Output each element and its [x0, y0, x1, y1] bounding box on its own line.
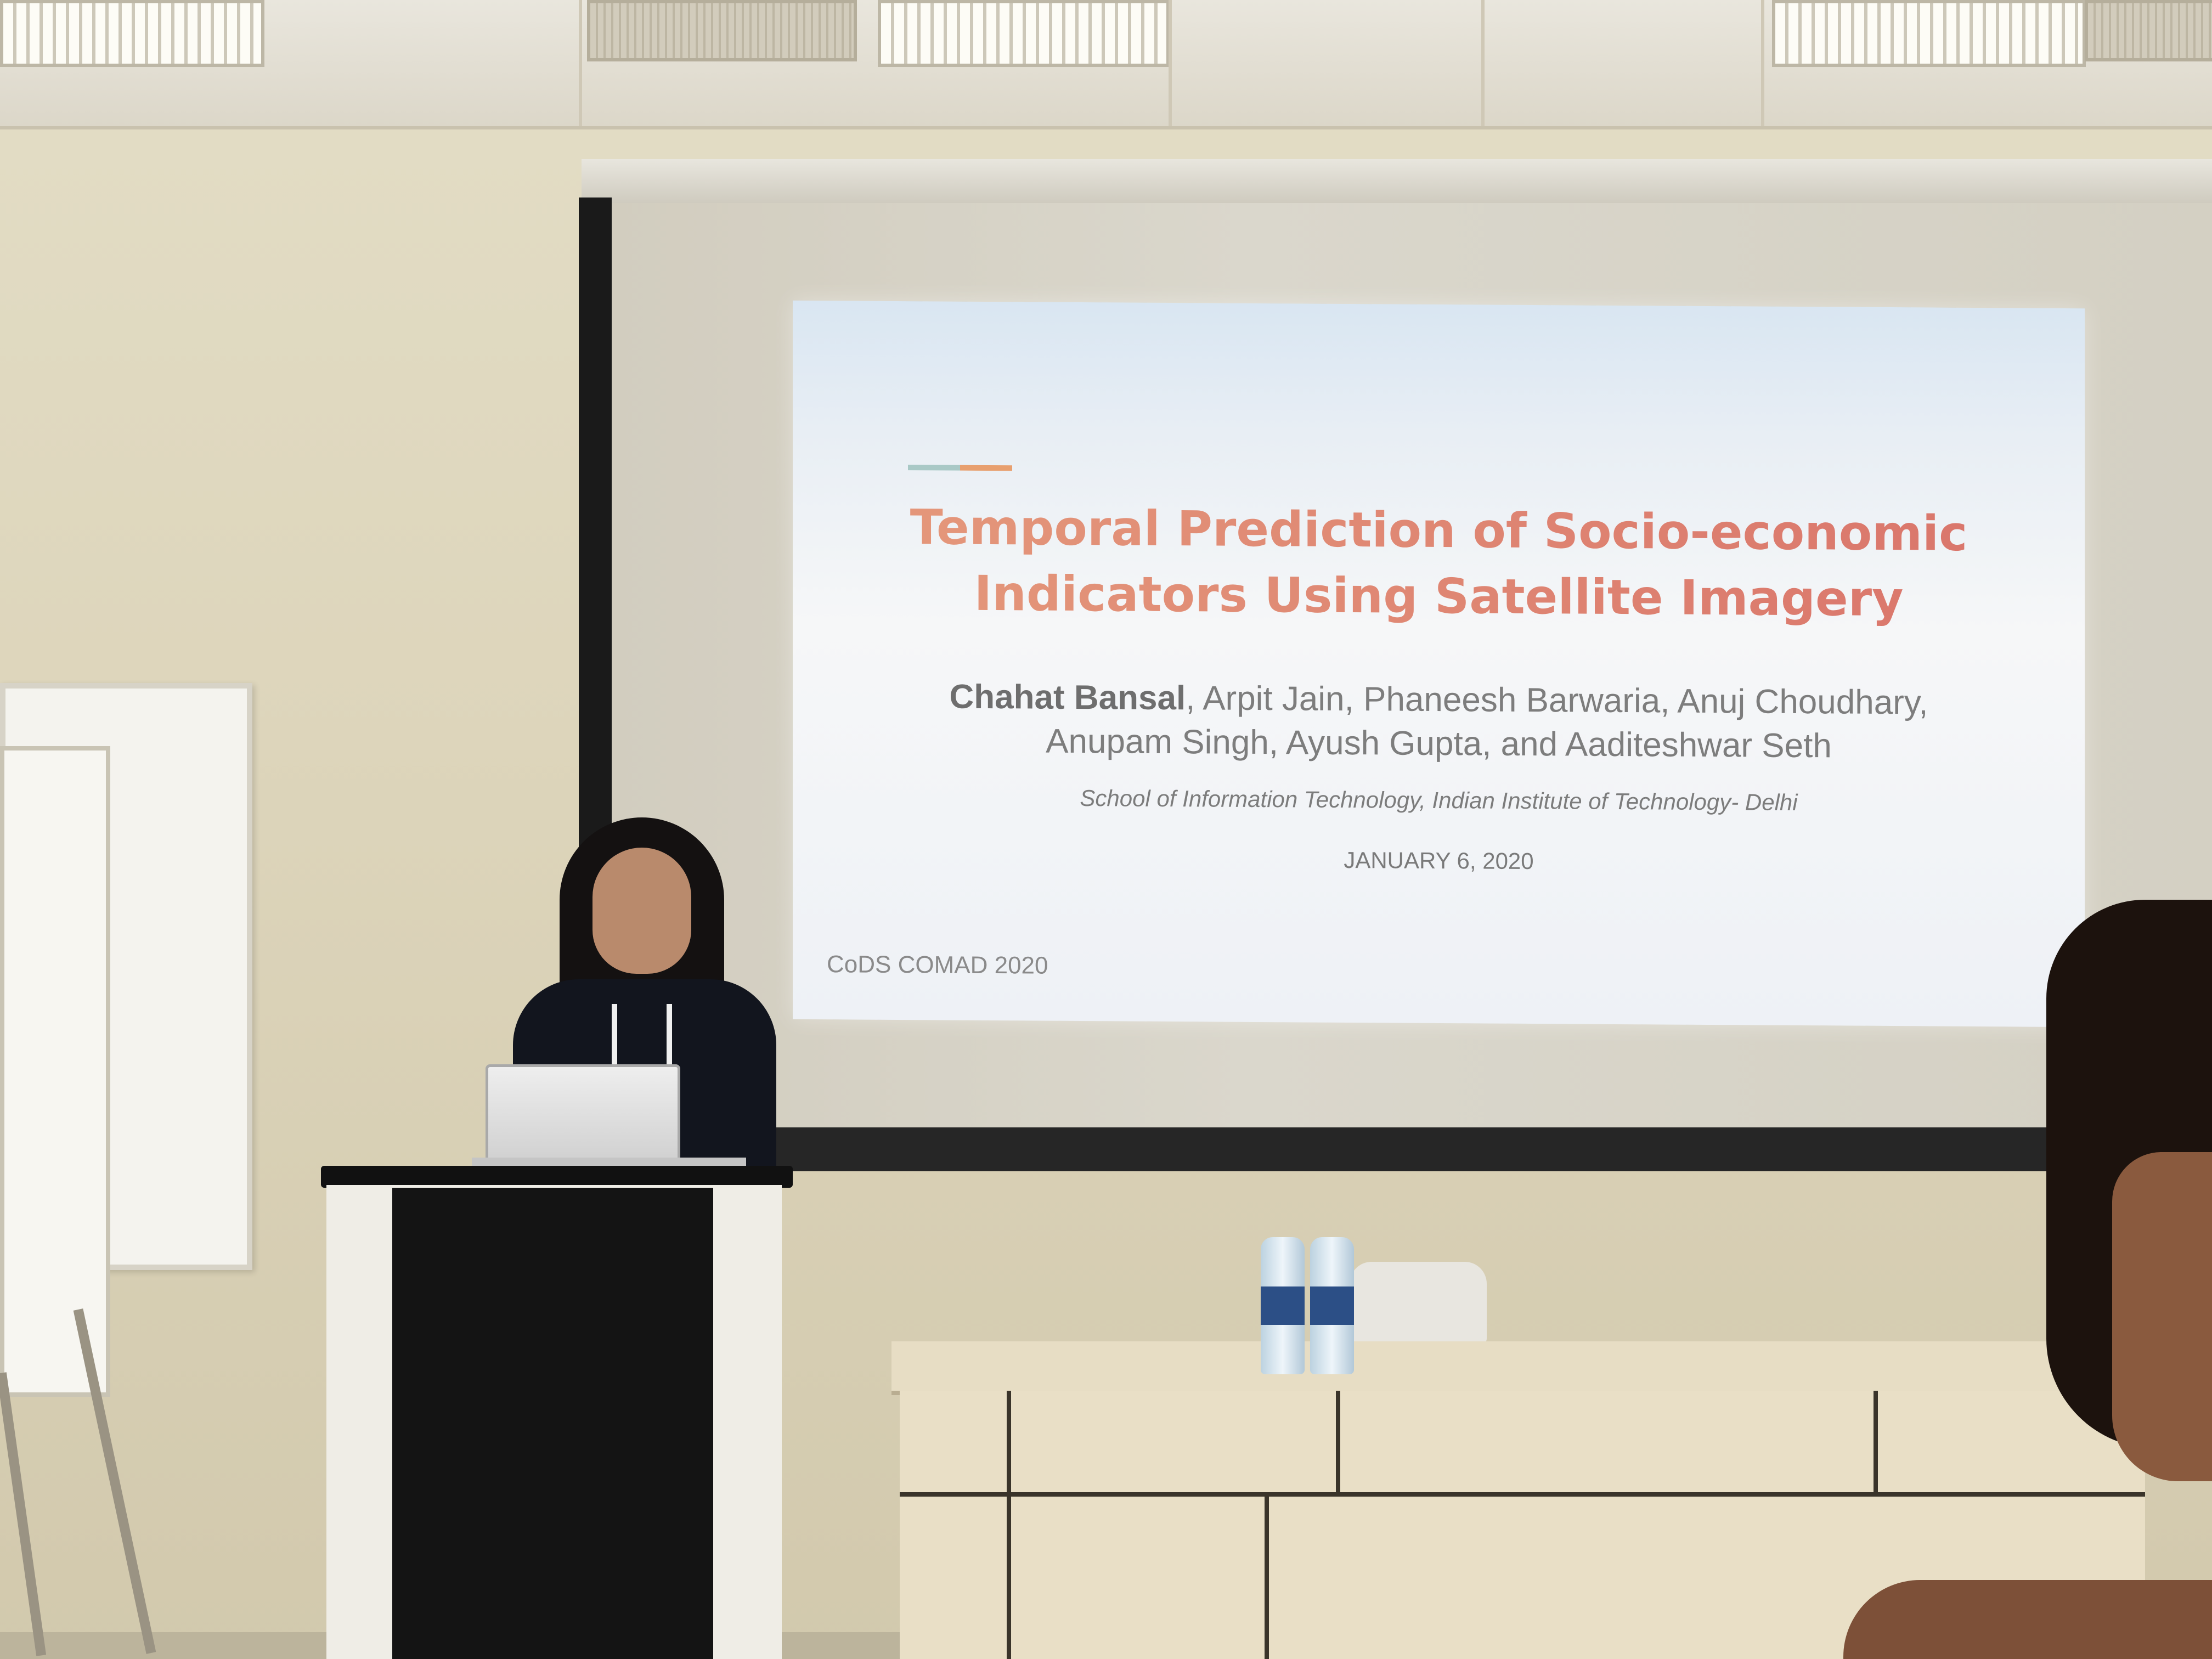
table-seam: [900, 1492, 2145, 1497]
slide-title-line-1: Temporal Prediction of Socio-economic: [793, 498, 2085, 562]
ceiling-light: [1772, 0, 2086, 67]
ceiling-light: [0, 0, 264, 67]
accent-bar-teal: [908, 465, 960, 471]
ceiling-tile-seam: [1761, 0, 1764, 126]
audience-member-face: [2112, 1152, 2212, 1481]
slide-title-line-2: Indicators Using Satellite Imagery: [793, 564, 2085, 628]
water-bottle: [1261, 1237, 1305, 1374]
ceiling-light: [878, 0, 1170, 67]
ceiling: [0, 0, 2212, 129]
slide-authors-line-2: Anupam Singh, Ayush Gupta, and Aaditeshwar Seth: [1046, 722, 1832, 765]
water-bottle: [1310, 1237, 1354, 1374]
audience-member-hand: [1843, 1580, 2212, 1659]
ceiling-tile-seam: [579, 0, 582, 126]
ceiling-vent: [2085, 0, 2212, 61]
chair: [1350, 1262, 1487, 1344]
table-seam: [1007, 1391, 1011, 1659]
accent-bar: [908, 465, 1012, 471]
bottle-label: [1310, 1286, 1354, 1325]
ceiling-tile-seam: [1169, 0, 1172, 126]
accent-bar-orange: [960, 465, 1012, 471]
laptop: [486, 1064, 680, 1169]
lead-author: Chahat Bansal: [949, 678, 1186, 718]
flip-chart: [0, 746, 110, 1397]
ceiling-vent: [587, 0, 857, 61]
slide-authors-line-1: [793, 676, 2085, 723]
slide-venue: CoDS COMAD 2020: [827, 951, 1048, 979]
podium-top: [321, 1166, 793, 1188]
slide-affiliation: School of Information Technology, Indian Institute of Technology- Delhi: [1080, 785, 1798, 815]
projected-slide: [793, 301, 2085, 1027]
podium-panel: [392, 1188, 713, 1659]
bottle-label: [1261, 1286, 1305, 1325]
table-seam: [1874, 1391, 1878, 1492]
table-seam: [1336, 1391, 1340, 1492]
table-seam: [1265, 1497, 1269, 1659]
table-top: [891, 1341, 2153, 1395]
slide-date: JANUARY 6, 2020: [1344, 847, 1534, 874]
ceiling-tile-seam: [1481, 0, 1485, 126]
presenter-face: [592, 848, 691, 974]
screen-bottom-bar: [612, 1127, 2049, 1171]
co-authors: , Arpit Jain, Phaneesh Barwaria, Anuj Choudhary,: [1186, 679, 1928, 722]
screen-housing: [582, 159, 2212, 206]
